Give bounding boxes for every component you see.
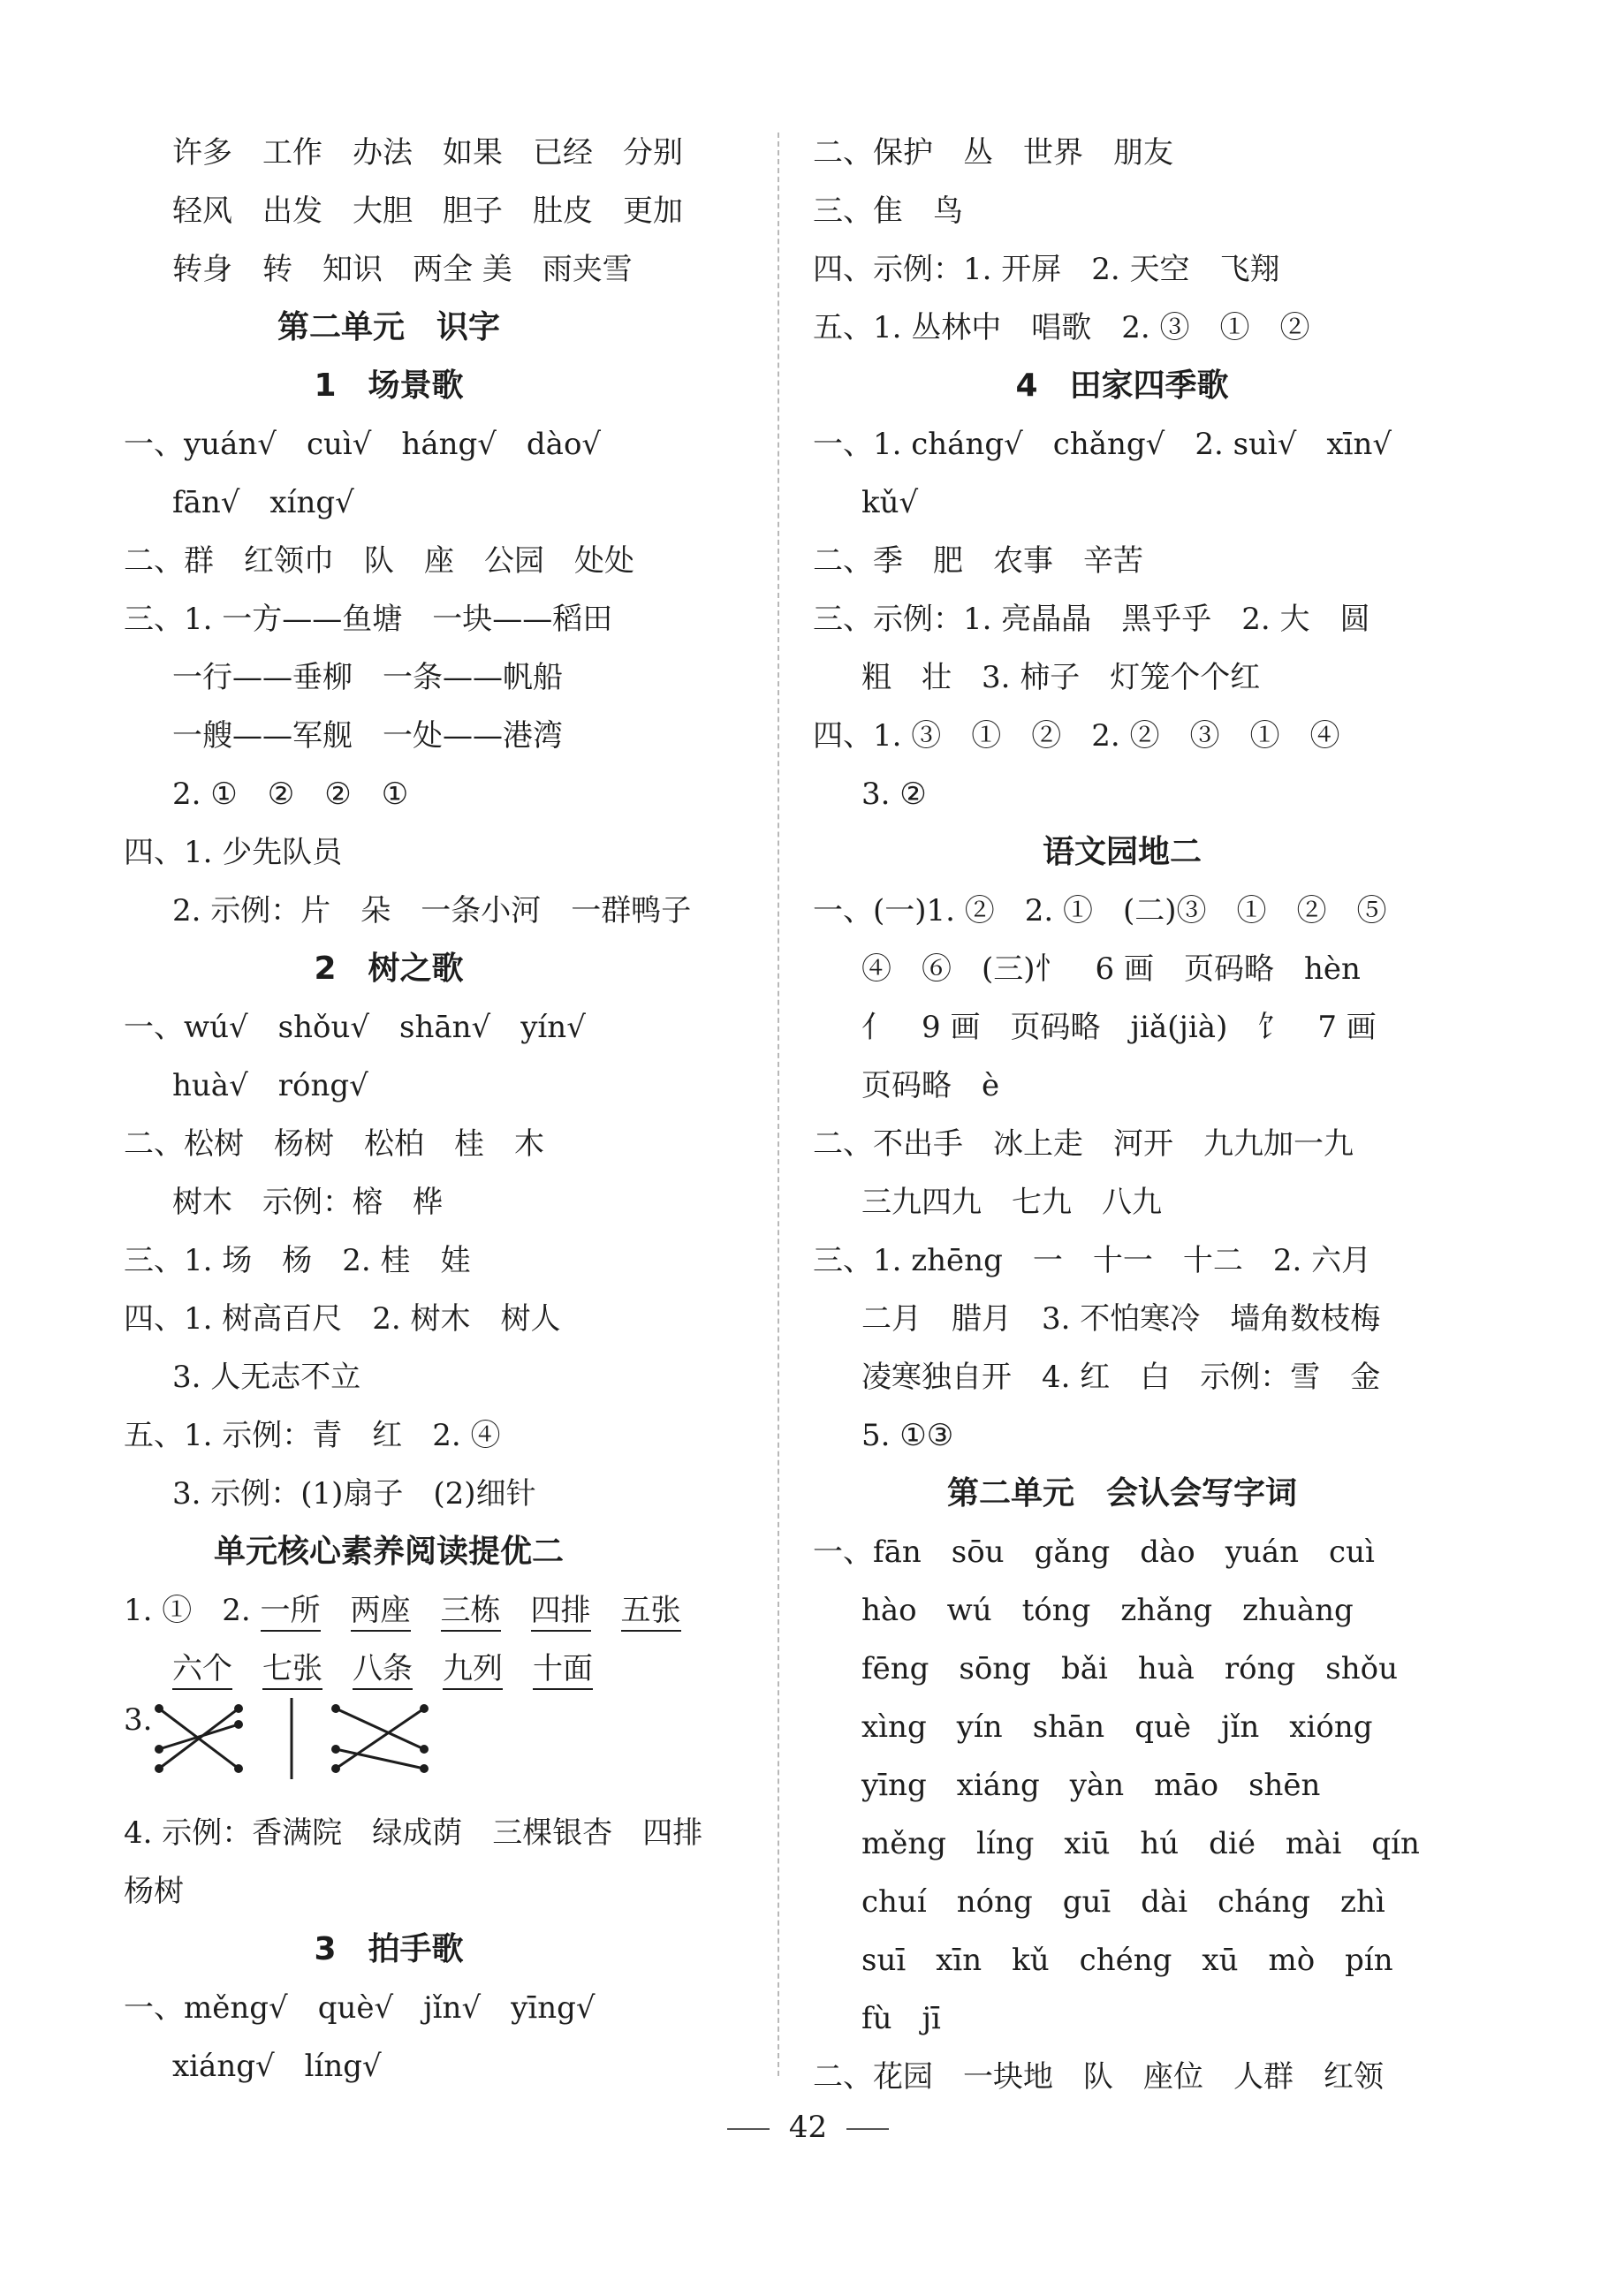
answer-line: 一、1. cháng√ chǎng√ 2. suì√ xīn√ [813, 427, 1392, 462]
answer-line: huà√ róng√ [172, 1068, 368, 1103]
answer-line: 四、1. 树高百尺 2. 树木 树人 [124, 1301, 561, 1337]
answer-line: 五、1. 丛林中 唱歌 2. ③ ① ② [813, 310, 1310, 345]
answer-line: 3. ② [861, 777, 927, 812]
answer-line: suī xīn kǔ chéng xū mò pín [861, 1943, 1393, 1978]
answer-line: 三、1. zhēng 一 十一 十二 2. 六月 [813, 1243, 1372, 1278]
matching-lines-diagram [124, 1698, 778, 1804]
answer-line: 杨树 [124, 1874, 184, 1909]
answer-line: chuí nóng guī dài cháng zhì [861, 1884, 1385, 1920]
footer-dash-left [727, 2128, 770, 2130]
answer-line: 5. ①③ [861, 1418, 954, 1453]
section-heading: 第二单元 会认会写字词 [946, 1475, 1297, 1512]
underlined-answer: 一所 [261, 1593, 321, 1632]
underlined-answer: 九列 [443, 1651, 503, 1690]
underlined-answer: 五张 [621, 1593, 681, 1632]
section-heading: 语文园地二 [1042, 834, 1202, 870]
underlined-answer: 十面 [533, 1651, 593, 1690]
answer-line-underlined [124, 1640, 778, 1698]
answer-line: 三、1. 场 杨 2. 桂 娃 [124, 1243, 471, 1278]
answer-line: 2. ① ② ② ① [172, 777, 409, 812]
answer-number: 3. [124, 1702, 153, 1738]
answer-line: 转身 转 知识 两全 美 雨夹雪 [172, 252, 633, 287]
lesson-heading: 1 场景歌 [314, 368, 464, 404]
answer-line: 树木 示例：榕 桦 [172, 1185, 443, 1220]
answer-line: kǔ√ [861, 485, 919, 520]
unit-heading: 第二单元 识字 [277, 309, 500, 345]
answer-line: 一、(一)1. ② 2. ① (二)③ ① ② ⑤ [813, 893, 1387, 928]
answer-line: 2. 示例：片 朵 一条小河 一群鸭子 [172, 893, 692, 928]
answer-line: 一行——垂柳 一条——帆船 [172, 660, 563, 695]
answer-line: 二、花园 一块地 队 座位 人群 红领 [813, 2059, 1384, 2095]
answer-line: 3. 示例：(1)扇子 (2)细针 [172, 1476, 536, 1512]
answer-line: 一、fān sōu gǎng dào yuán cuì [813, 1534, 1375, 1570]
answer-line: 四、1. ③ ① ② 2. ② ③ ① ④ [813, 718, 1340, 754]
answer-line: 二、季 肥 农事 辛苦 [813, 543, 1143, 579]
underlined-answer: 七张 [262, 1651, 322, 1690]
answer-line: 五、1. 示例：青 红 2. ④ [124, 1418, 501, 1453]
answer-line: měng líng xiū hú dié mài qín [861, 1826, 1420, 1861]
answer-line: 四、1. 少先队员 [124, 835, 343, 870]
answer-line: fēng sōng bǎi huà róng shǒu [861, 1651, 1399, 1686]
answer-line: 粗 壮 3. 柿子 灯笼个个红 [861, 660, 1261, 695]
answer-line: 二月 腊月 3. 不怕寒冷 墙角数枝梅 [861, 1301, 1381, 1337]
left-column [124, 124, 778, 2095]
underlined-answer: 六个 [172, 1651, 232, 1690]
answer-line: xiáng√ líng√ [172, 2049, 382, 2084]
answer-line: 二、松树 杨树 松柏 桂 木 [124, 1126, 544, 1162]
answer-line: 二、不出手 冰上走 河开 九九加一九 [813, 1126, 1354, 1162]
lesson-heading: 2 树之歌 [314, 951, 464, 987]
footer-dash-right [846, 2128, 889, 2130]
underlined-answer: 四排 [531, 1593, 591, 1632]
matching-group-right [331, 1704, 429, 1773]
underlined-answer: 三栋 [441, 1593, 501, 1632]
answer-line: xìng yín shān què jǐn xióng [861, 1709, 1373, 1745]
lesson-heading: 4 田家四季歌 [1015, 368, 1229, 404]
answer-line: hào wú tóng zhǎng zhuàng [861, 1593, 1354, 1628]
answer-line: yīng xiáng yàn māo shēn [861, 1768, 1321, 1803]
section-heading: 单元核心素养阅读提优二 [213, 1534, 564, 1570]
answer-line: 4. 示例：香满院 绿成荫 三棵银杏 四排 [124, 1815, 703, 1851]
answer-line: 3. 人无志不立 [172, 1360, 361, 1395]
answer-line: 凌寒独自开 4. 红 白 示例：雪 金 [861, 1360, 1381, 1395]
answer-line: 一、yuán√ cuì√ háng√ dào√ [124, 427, 602, 462]
answer-line: 许多 工作 办法 如果 已经 分别 [172, 135, 683, 170]
matching-group-left [155, 1704, 243, 1773]
underlined-answer: 两座 [351, 1593, 411, 1632]
answer-line: 三、隹 鸟 [813, 193, 963, 229]
answer-line: 二、保护 丛 世界 朋友 [813, 135, 1173, 170]
answer-line: 页码略 è [861, 1068, 1000, 1103]
answer-line: 四、示例：1. 开屏 2. 天空 飞翔 [813, 252, 1280, 287]
lesson-heading: 3 拍手歌 [314, 1931, 464, 1967]
answer-line: fān√ xíng√ [172, 485, 354, 520]
matching-figure-line [124, 1698, 778, 1804]
answer-line: 二、群 红领巾 队 座 公园 处处 [124, 543, 634, 579]
answer-line: fù jī [861, 2001, 941, 2036]
answer-line: ④ ⑥ (三)忄 6 画 页码略 hèn [861, 951, 1361, 987]
underlined-answer: 八条 [353, 1651, 413, 1690]
answer-line: 三、1. 一方——鱼塘 一块——稻田 [124, 602, 613, 637]
answer-prefix: 1. ① 2. [124, 1593, 261, 1628]
answer-line: 一、wú√ shǒu√ shān√ yín√ [124, 1010, 586, 1045]
answer-line: 一艘——军舰 一处——港湾 [172, 718, 563, 754]
answer-line-underlined [124, 1581, 778, 1640]
page-number-footer [0, 2105, 1616, 2149]
answer-line: 三、示例：1. 亮晶晶 黑乎乎 2. 大 圆 [813, 602, 1370, 637]
answer-line: 一、měng√ què√ jǐn√ yīng√ [124, 1990, 596, 2026]
answer-line: 轻风 出发 大胆 胆子 肚皮 更加 [172, 193, 683, 229]
page-number: 42 [788, 2110, 828, 2145]
column-divider [778, 133, 779, 2076]
answer-line: 三九四九 七九 八九 [861, 1185, 1162, 1220]
answer-line: 亻 9 画 页码略 jiǎ(jià) 饣 7 画 [861, 1010, 1377, 1045]
right-column [813, 124, 1502, 2106]
